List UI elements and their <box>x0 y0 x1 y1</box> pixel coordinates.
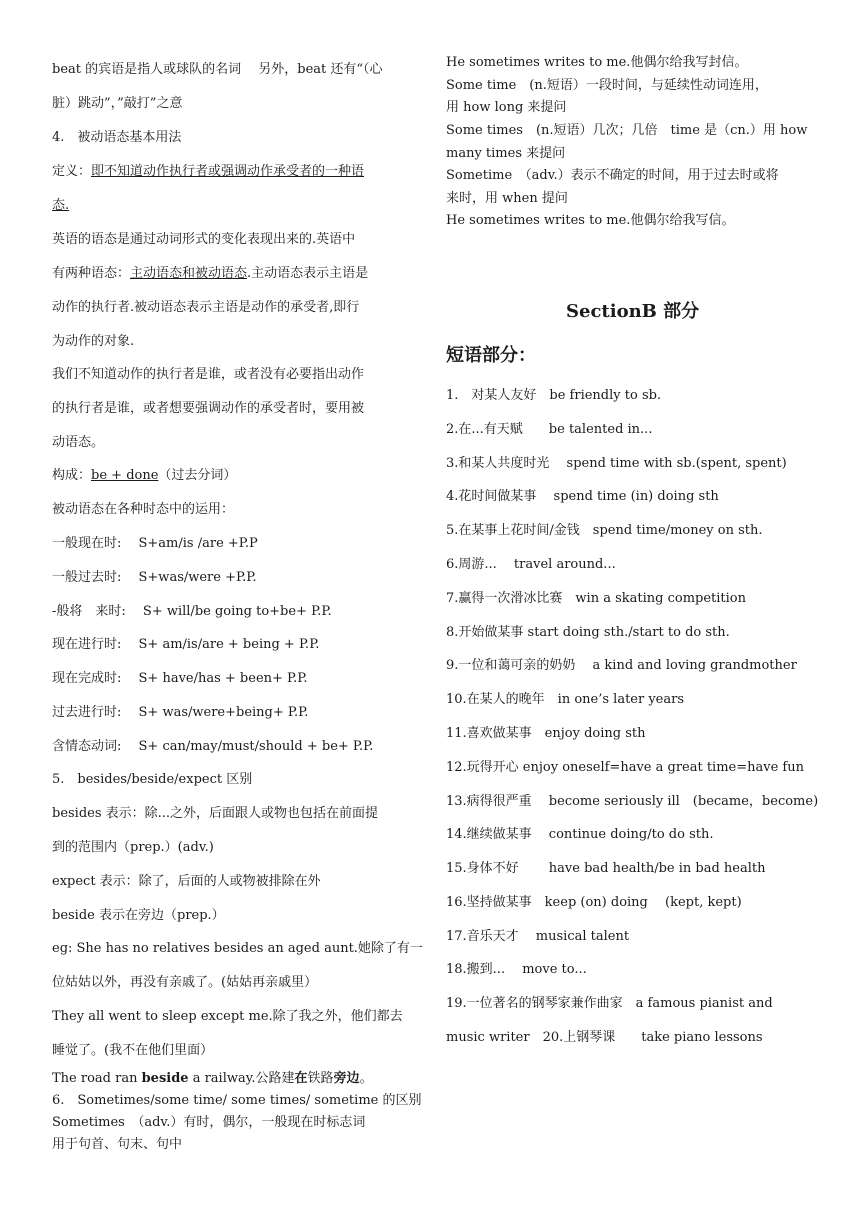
phrase-item: 15.身体不好 have bad health/be in bad health <box>446 861 766 876</box>
heading-passive-voice: 4. 被动语态基本用法 <box>52 130 182 145</box>
phrase-item: 11.喜欢做某事 enjoy doing sth <box>446 726 646 741</box>
phrase-item: 7.赢得一次滑冰比赛 win a skating competition <box>446 591 746 606</box>
text-line: beat 的宾语是指人或球队的名词 另外，beat 还有“（心 <box>52 62 383 77</box>
example-line: 位姑姑以外，再没有亲戚了。(姑姑再亲戚里） <box>52 975 318 990</box>
phrase-item: 5.在某事上花时间/金钱 spend time/money on sth. <box>446 523 763 538</box>
text-line: 到的范围内（prep.）(adv.) <box>52 840 214 855</box>
example-line: 睡觉了。(我不在他们里面） <box>52 1043 214 1058</box>
tense-line: 一般现在时: S+am/is /are +P.P <box>52 536 258 551</box>
tense-line: -般将 来时: S+ will/be going to+be+ P.P. <box>52 604 332 619</box>
phrase-item: 17.音乐天才 musical talent <box>446 929 630 944</box>
text-line: many times 来提问 <box>446 146 566 161</box>
tense-line: 一般过去时: S+was/were +P.P. <box>52 570 257 585</box>
text-line: He sometimes writes to me.他偶尔给我写封信。 <box>446 55 748 70</box>
phrase-item: 10.在某人的晚年 in one’s later years <box>446 692 685 707</box>
text-line: 被动语态在各种时态中的运用： <box>52 502 235 517</box>
phrase-item: 8.开始做某事 start doing sth./start to do sth. <box>446 625 730 640</box>
phrase-item: 6.周游... travel around... <box>446 557 616 572</box>
tense-line: 过去进行时: S+ was/were+being+ P.P. <box>52 705 309 720</box>
phrase-item: 16.坚持做某事 keep (on) doing (kept, kept) <box>446 895 742 910</box>
heading-besides: 5. besides/beside/expect 区别 <box>52 772 253 787</box>
phrase-item: 4.花时间做某事 spend time (in) doing sth <box>446 489 719 504</box>
definition-line: 定义：即不知道动作执行者或强调动作承受者的一种语 <box>52 164 365 179</box>
text-line: 来时，用 when 提问 <box>446 191 568 206</box>
text-line: 我们不知道动作的执行者是谁，或者没有必要指出动作 <box>52 367 365 382</box>
text-line: Sometimes （adv.）有时，偶尔，一般现在时标志词 <box>52 1115 366 1130</box>
tense-line: 含情态动词: S+ can/may/must/should + be+ P.P. <box>52 739 374 754</box>
heading-sometimes: 6. Sometimes/some time/ some times/ sometime 的区别 <box>52 1093 422 1108</box>
example-line: The road ran beside a railway.公路建在铁路旁边。 <box>52 1071 373 1086</box>
text-line: besides 表示：除...之外，后面跟人或物也包括在前面提 <box>52 806 379 821</box>
phrase-item: 3.和某人共度时光 spend time with sb.(spent, spent) <box>446 456 787 471</box>
section-title: SectionB 部分 <box>566 301 700 322</box>
text-line: 用于句首、句末、句中 <box>52 1137 183 1152</box>
text-line: 用 how long 来提问 <box>446 100 567 115</box>
phrase-item: 13.病得很严重 become seriously ill (became，become) <box>446 794 819 809</box>
phrase-item: 2.在...有天赋 be talented in... <box>446 422 653 437</box>
phrase-item: 19.一位著名的钢琴家兼作曲家 a famous pianist and <box>446 996 773 1011</box>
text-line: 有两种语态：主动语态和被动语态.主动语态表示主语是 <box>52 266 369 281</box>
text-line: 脏）跳动”，”敲打”之意 <box>52 96 183 111</box>
phrase-item: 9.一位和蔼可亲的奶奶 a kind and loving grandmother <box>446 658 797 673</box>
text-line: 的执行者是谁，或者想要强调动作的承受者时，要用被 <box>52 401 365 416</box>
text-line: 动语态。 <box>52 435 105 450</box>
text-line: 动作的执行者.被动语态表示主语是动作的承受者,即行 <box>52 300 360 315</box>
phrase-item: 18.搬到... move to... <box>446 962 587 977</box>
phrase-heading: 短语部分： <box>446 345 536 366</box>
phrase-item: 14.继续做某事 continue doing/to do sth. <box>446 827 714 842</box>
text-line: He sometimes writes to me.他偶尔给我写信。 <box>446 213 735 228</box>
text-line: expect 表示：除了，后面的人或物被排除在外 <box>52 874 321 889</box>
tense-line: 现在完成时: S+ have/has + been+ P.P. <box>52 671 308 686</box>
phrase-item: 1. 对某人友好 be friendly to sb. <box>446 388 662 403</box>
phrase-item: music writer 20.上钢琴课 take piano lessons <box>446 1030 763 1045</box>
tense-line: 现在进行时: S+ am/is/are + being + P.P. <box>52 637 320 652</box>
phrase-item: 12.玩得开心 enjoy oneself=have a great time=have fun <box>446 760 804 775</box>
example-line: eg: She has no relatives besides an aged aunt.她除了有一 <box>52 941 423 956</box>
text-line: 英语的语态是通过动词形式的变化表现出来的.英语中 <box>52 232 356 247</box>
definition-line: 态. <box>52 198 70 213</box>
example-line: They all went to sleep except me.除了我之外，他们都去 <box>52 1009 403 1024</box>
text-line: Some time (n.短语）一段时间，与延续性动词连用， <box>446 78 768 93</box>
text-line: Sometime （adv.）表示不确定的时间，用于过去时或将 <box>446 168 779 183</box>
text-line: 为动作的对象. <box>52 334 135 349</box>
text-line: beside 表示在旁边（prep.） <box>52 908 225 923</box>
formula-line: 构成：be + done（过去分词） <box>52 468 237 483</box>
text-line: Some times (n.短语）几次；几倍 time 是（cn.）用 how <box>446 123 808 138</box>
